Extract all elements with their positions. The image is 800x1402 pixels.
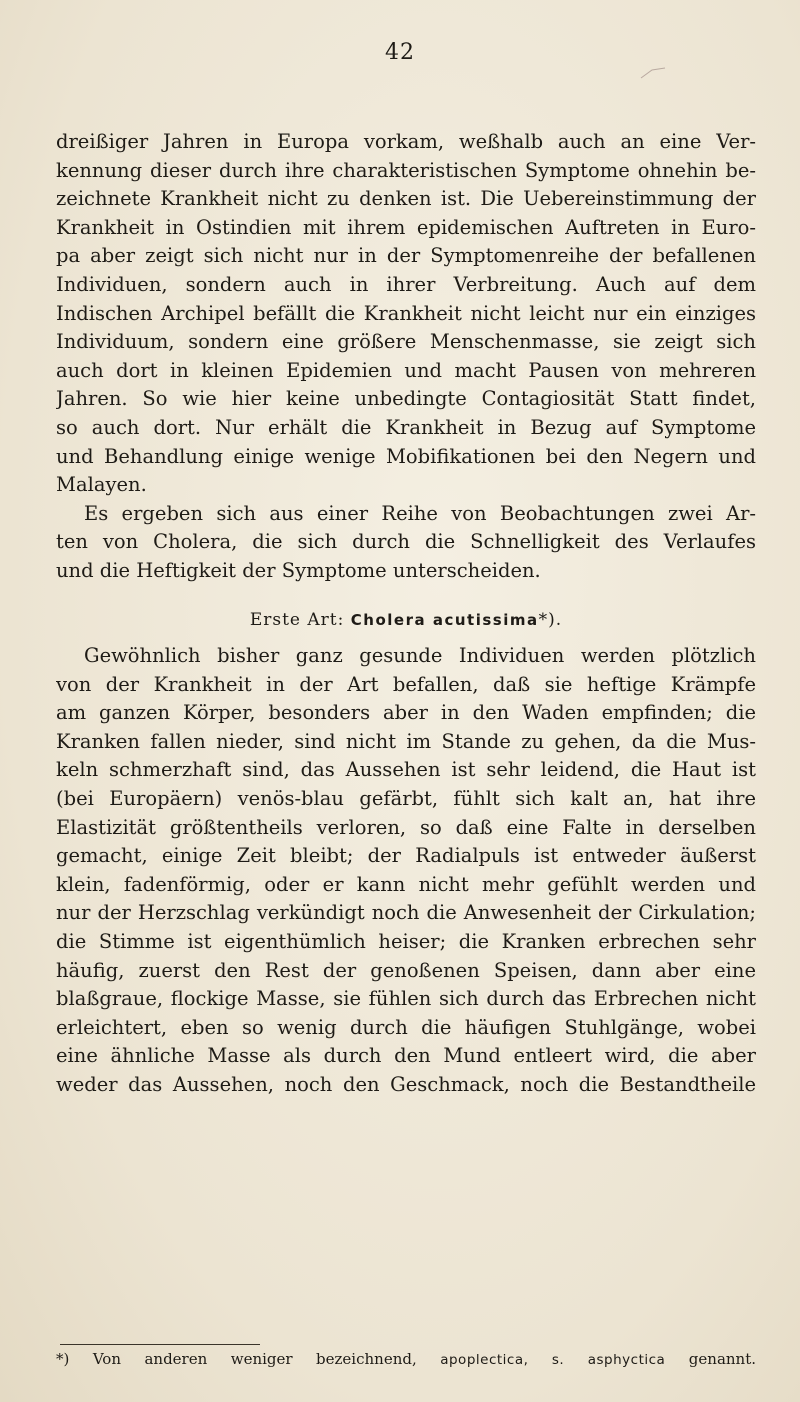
text-line: am ganzen Körper, besonders aber in den Waden empfinden; die [56,701,756,725]
text-line: dreißiger Jahren in Europa vorkam, weßhalb auch an eine Ver- [56,130,756,153]
footnote-text: Von anderen weniger bezeichnend, [92,1350,441,1368]
text-line: Jahren. So wie hier keine unbedingte Contagiosität Statt findet, [56,387,756,411]
footnote-reference: *). [538,609,563,630]
heading-prefix: Erste Art: [249,609,351,630]
text-line: nur der Herzschlag verkündigt noch die Anwesenheit der Cirkulation; [56,901,756,925]
section-heading [56,606,756,635]
paragraph-3 [56,642,756,1100]
pencil-mark [640,66,666,80]
text-line: Krankheit in Ostindien mit ihrem epidemischen Auftreten in Euro- [56,215,756,239]
paragraph-1 [56,128,756,500]
text-line: so auch dort. Nur erhält die Krankheit in Bezug auf Symptome [56,415,756,439]
page-number: 42 [385,40,415,65]
text-line: zeichnete Krankheit nicht zu denken ist. Die Uebereinstimmung der [56,187,756,211]
text-line: von der Krankheit in der Art befallen, daß sie heftige Krämpfe [56,672,756,696]
text-line: Individuen, sondern auch in ihrer Verbreitung. Auch auf dem [56,272,756,296]
text-line: Es ergeben sich aus einer Reihe von Beobachtungen zwei Ar- [84,501,756,525]
text-line: und die Heftigkeit der Symptome unterscheiden. [56,558,541,582]
text-line: (bei Europäern) venös-blau gefärbt, fühlt sich kalt an, hat ihre [56,787,756,811]
text-line: die Stimme ist eigenthümlich heiser; die Kranken erbrechen sehr [56,930,756,954]
text-line: ten von Cholera, die sich durch die Schnelligkeit des Verlaufes [56,530,756,554]
text-line: weder das Aussehen, noch den Geschmack, noch die Bestandtheile [56,1073,756,1096]
body-text [56,128,756,1100]
text-line: auch dort in kleinen Epidemien und macht Pausen von mehreren [56,358,756,382]
footnote-divider [60,1344,260,1345]
text-line: Kranken fallen nieder, sind nicht im Stande zu gehen, da die Mus- [56,729,756,753]
text-line: Malayen. [56,473,147,497]
text-line: kennung dieser durch ihre charakteristischen Symptome ohnehin be- [56,158,756,182]
text-line: pa aber zeigt sich nicht nur in der Symptomenreihe der befallenen [56,244,756,268]
text-line: Gewöhnlich bisher ganz gesunde Individuen werden plötzlich [84,644,756,668]
text-line: und Behandlung einige wenige Mobifikationen bei den Negern und [56,444,756,468]
text-line: Indischen Archipel befällt die Krankheit nicht leicht nur ein einziges [56,301,756,325]
text-line: gemacht, einige Zeit bleibt; der Radialpuls ist entweder äußerst [56,844,756,868]
text-line: keln schmerzhaft sind, das Aussehen ist sehr leidend, die Haut ist [56,758,756,782]
text-line: häufig, zuerst den Rest der genoßenen Speisen, dann aber eine [56,958,756,982]
text-line: klein, fadenförmig, oder er kann nicht mehr gefühlt werden und [56,872,756,896]
footnote-suffix: genannt. [665,1350,757,1368]
text-line: Individuum, sondern eine größere Menschenmasse, sie zeigt sich [56,330,756,354]
footnote-mark: *) [56,1350,93,1368]
text-line: erleichtert, eben so wenig durch die häufigen Stuhlgänge, wobei [56,1015,756,1039]
footnote-latin: apoplectica, s. asphyctica [440,1352,666,1368]
text-line: Elastizität größtentheils verloren, so daß eine Falte in derselben [56,815,756,839]
text-line: eine ähnliche Masse als durch den Mund entleert wird, die aber [56,1044,756,1068]
heading-latin: Cholera acutissima [350,610,539,629]
paragraph-2 [56,500,756,586]
text-line: blaßgraue, flockige Masse, sie fühlen sich durch das Erbrechen nicht [56,987,756,1011]
footnote [56,1348,756,1371]
